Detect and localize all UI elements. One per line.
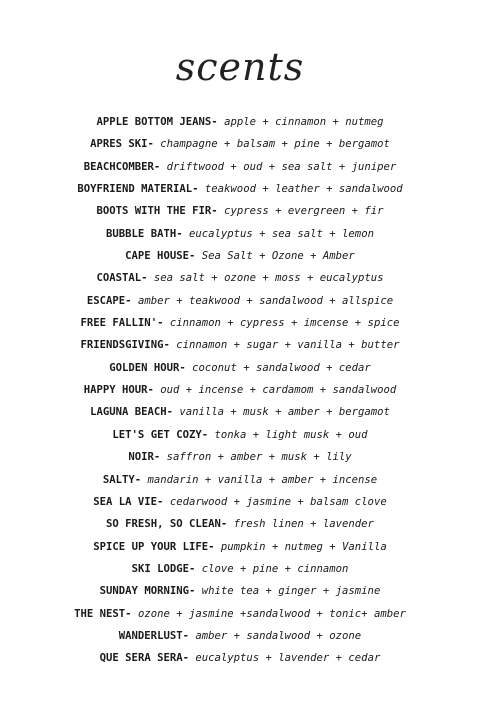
scent-item — [0, 536, 480, 558]
scent-notes: cinnamon + sugar + vanilla + butter — [176, 339, 400, 352]
scent-notes: eucalyptus + sea salt + lemon — [188, 227, 374, 240]
scent-notes: tonka + light musk + oud — [214, 428, 368, 441]
scent-item — [0, 245, 480, 267]
scent-name: SO FRESH, SO CLEAN- — [106, 518, 228, 531]
scent-notes: amber + sandalwood + ozone — [195, 629, 362, 642]
scent-item — [0, 312, 480, 334]
scent-item — [0, 625, 480, 647]
scent-name: HAPPY HOUR- — [83, 384, 154, 397]
scent-name: CAPE HOUSE- — [125, 250, 196, 263]
scent-item — [0, 513, 480, 535]
scent-name: SPICE UP YOUR LIFE- — [93, 540, 215, 553]
scent-notes: saffron + amber + musk + lily — [166, 451, 352, 464]
scent-name: GOLDEN HOUR- — [109, 361, 186, 374]
scent-notes: teakwood + leather + sandalwood — [204, 183, 403, 196]
scent-item — [0, 647, 480, 669]
scent-item — [0, 580, 480, 602]
scent-name: SALTY- — [102, 473, 142, 486]
scent-notes: eucalyptus + lavender + cedar — [195, 652, 381, 665]
scent-item — [0, 334, 480, 356]
scent-item — [0, 178, 480, 200]
scent-notes: white tea + ginger + jasmine — [201, 585, 381, 598]
scent-name: LAGUNA BEACH- — [90, 406, 174, 419]
scent-notes: cypress + evergreen + fir — [224, 205, 384, 218]
scent-item — [0, 290, 480, 312]
scent-item — [0, 223, 480, 245]
scent-item — [0, 111, 480, 133]
scent-notes: cedarwood + jasmine + balsam clove — [169, 495, 387, 508]
scent-notes: apple + cinnamon + nutmeg — [224, 116, 384, 128]
scent-name: QUE SERA SERA- — [99, 652, 189, 665]
scent-item — [0, 200, 480, 222]
scent-item — [0, 401, 480, 423]
scent-list — [0, 111, 480, 670]
scent-notes: fresh linen + lavender — [233, 518, 374, 531]
scent-item — [0, 558, 480, 580]
scent-name: SEA LA VIE- — [93, 495, 164, 508]
scent-notes: oud + incense + cardamom + sandalwood — [160, 384, 397, 397]
scent-notes: vanilla + musk + amber + bergamot — [179, 406, 390, 419]
scent-notes: amber + teakwood + sandalwood + allspice — [137, 294, 394, 307]
scent-name: THE NEST- — [74, 607, 132, 620]
scent-name: FREE FALLIN'- — [80, 317, 164, 330]
scent-name: SKI LODGE- — [131, 562, 196, 575]
scent-item — [0, 379, 480, 401]
scent-name: BOOTS WITH THE FIR- — [96, 205, 218, 218]
scent-item — [0, 603, 480, 625]
scent-item — [0, 267, 480, 289]
scent-name: ESCAPE- — [86, 294, 132, 307]
scent-item — [0, 156, 480, 178]
scent-item — [0, 446, 480, 468]
scent-notes: pumpkin + nutmeg + Vanilla — [220, 540, 387, 553]
scent-name: LET'S GET COZY- — [112, 428, 209, 441]
scent-item — [0, 469, 480, 491]
scent-name: BUBBLE BATH- — [106, 227, 183, 240]
scent-name: APRES SKI- — [90, 138, 154, 151]
scent-name: SUNDAY MORNING- — [99, 585, 196, 598]
scent-notes: champagne + balsam + pine + bergamot — [160, 138, 390, 151]
scent-name: FRIENDSGIVING- — [80, 339, 170, 352]
scent-notes: driftwood + oud + sea salt + juniper — [166, 160, 397, 173]
scent-notes: Sea Salt + Ozone + Amber — [201, 250, 355, 263]
scent-name: BEACHCOMBER- — [83, 160, 161, 173]
scent-item — [0, 357, 480, 379]
scent-notes: clove + pine + cinnamon — [201, 562, 349, 575]
scent-name: NOIR- — [128, 451, 161, 464]
scent-name: COASTAL- — [96, 272, 148, 285]
scent-notes: sea salt + ozone + moss + eucalyptus — [153, 272, 384, 285]
scent-item — [0, 133, 480, 155]
scent-name: WANDERLUST- — [118, 629, 189, 642]
scent-notes: coconut + sandalwood + cedar — [192, 361, 371, 374]
scent-notes: cinnamon + cypress + imcense + spice — [169, 317, 400, 330]
scent-item — [0, 491, 480, 513]
scent-item — [0, 424, 480, 446]
scent-name: APPLE BOTTOM JEANS- — [96, 116, 218, 128]
scent-notes: ozone + jasmine +sandalwood + tonic+ amber — [137, 607, 406, 620]
page-title: scents — [175, 45, 305, 89]
scent-notes: mandarin + vanilla + amber + incense — [147, 473, 378, 486]
scent-name: BOYFRIEND MATERIAL- — [77, 183, 199, 196]
